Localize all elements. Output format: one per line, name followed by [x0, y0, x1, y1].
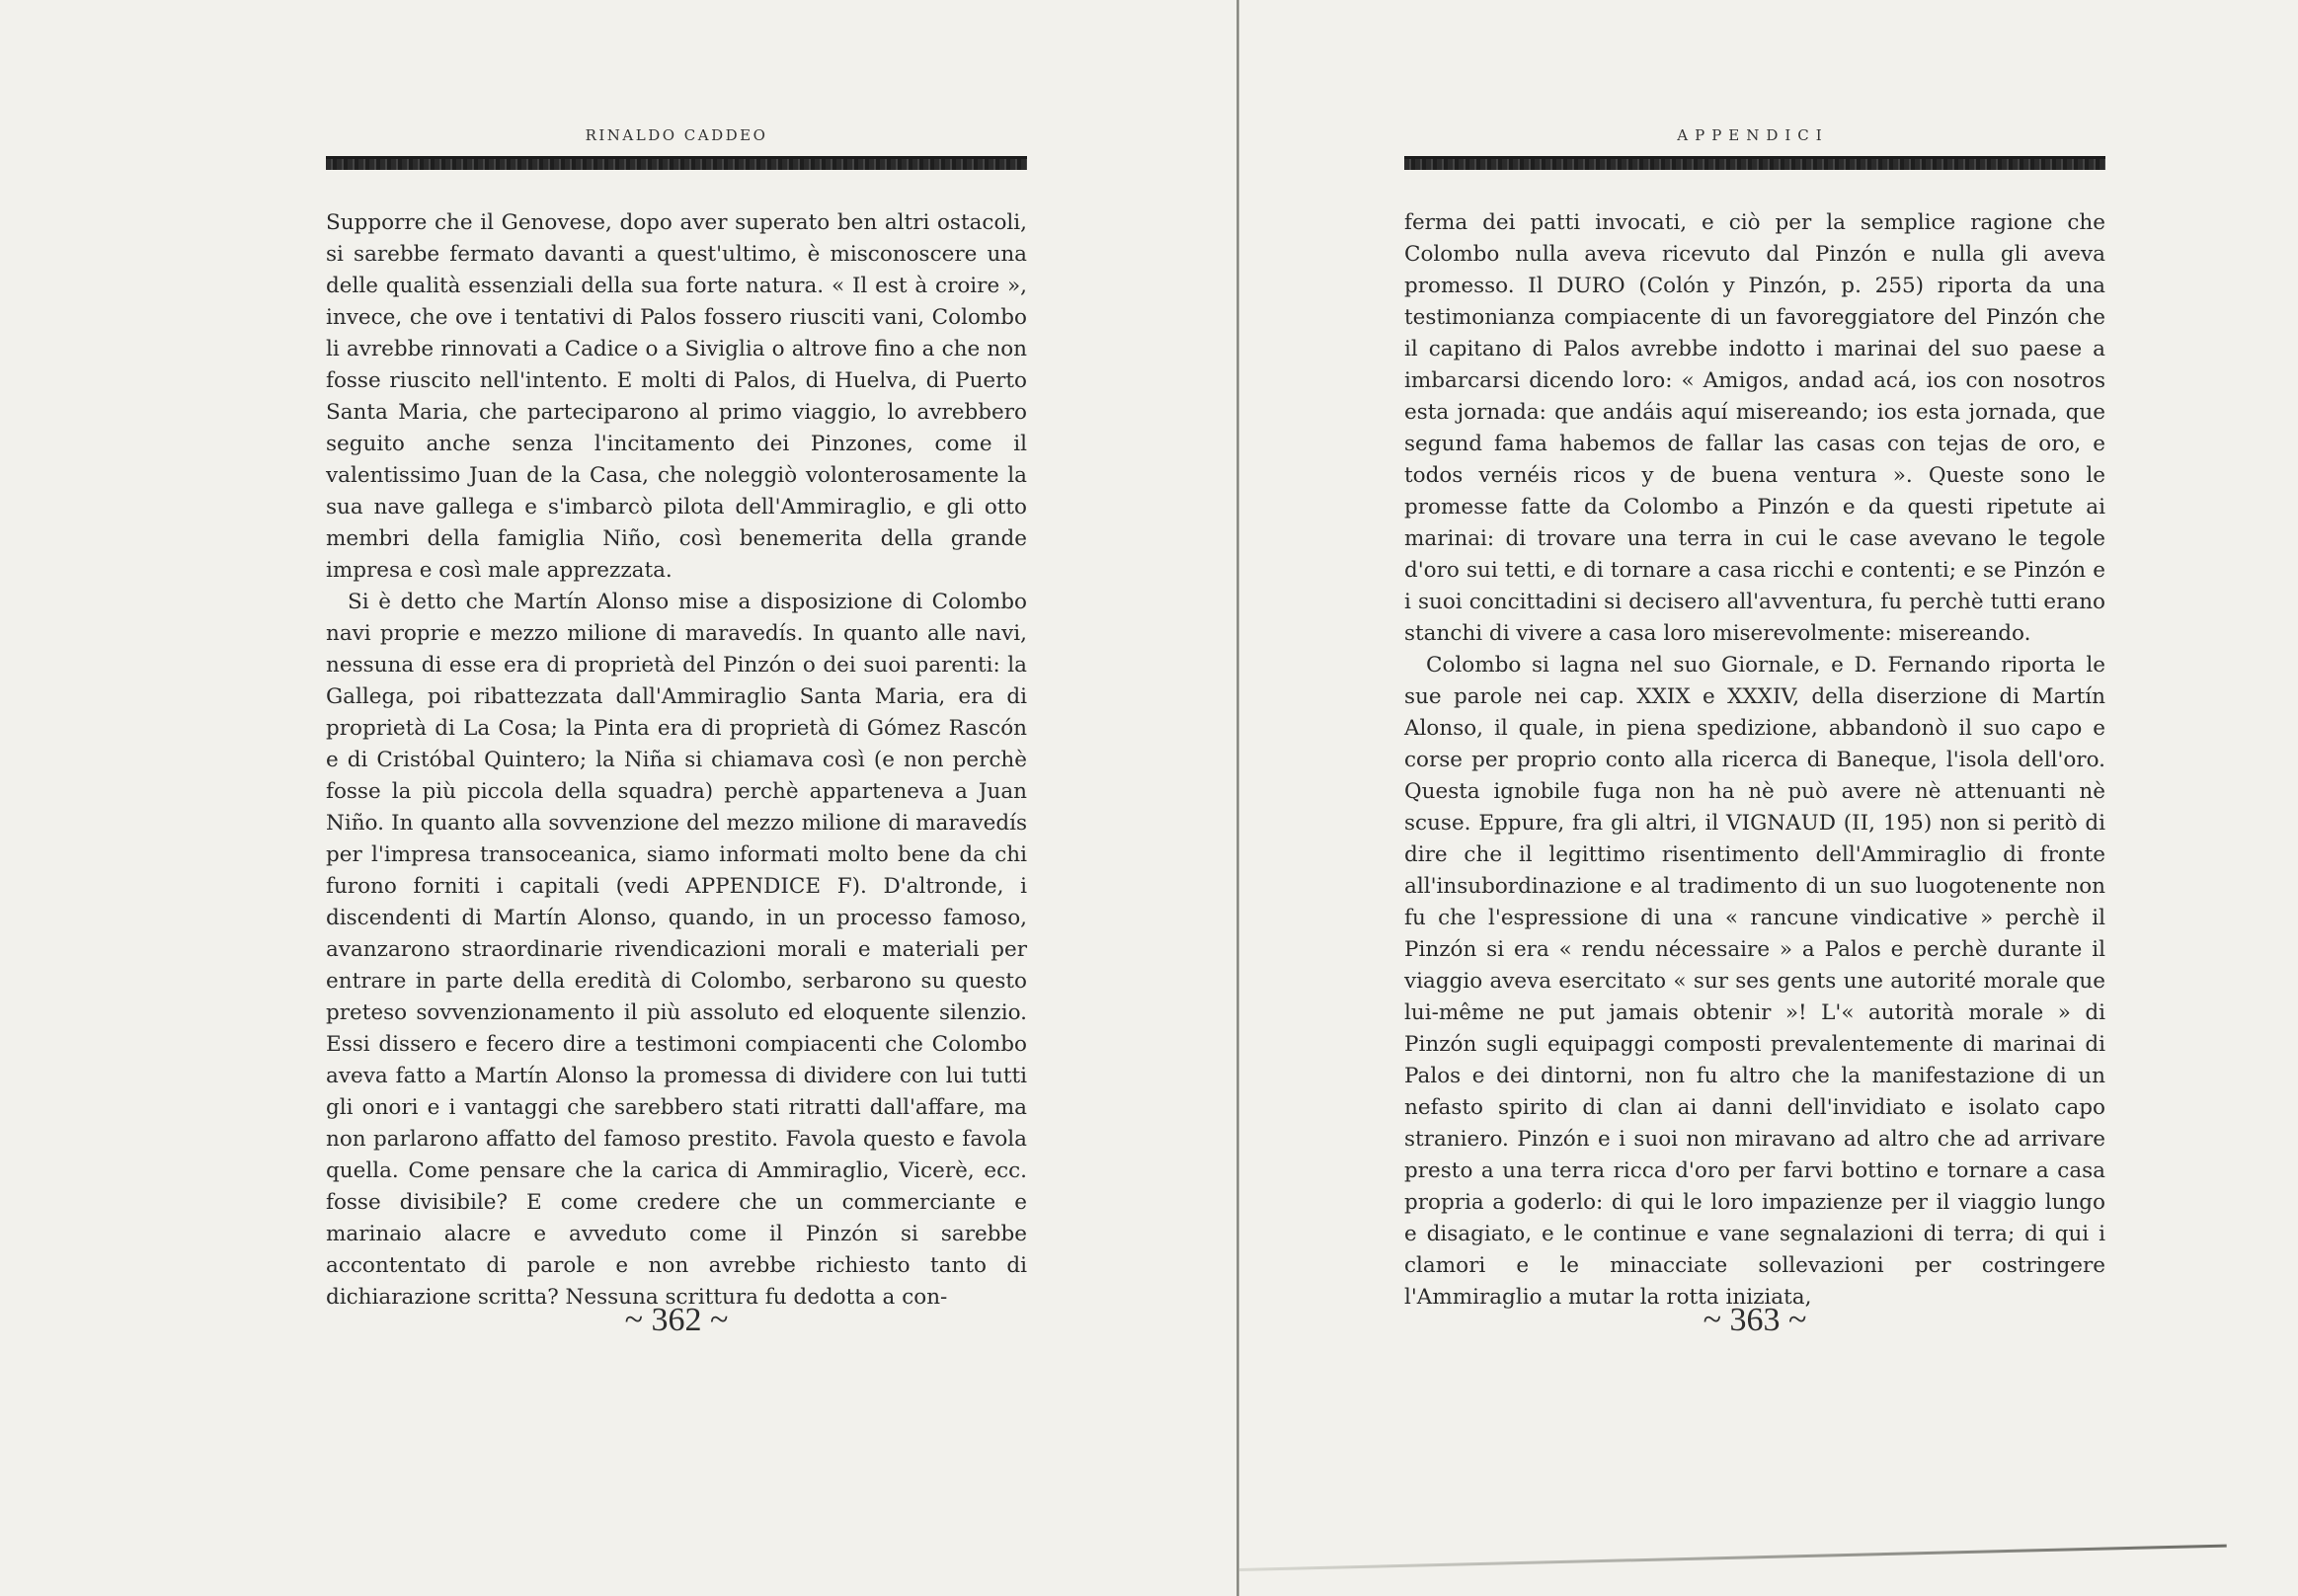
paragraph: Supporre che il Genovese, dopo aver superato ben altri ostacoli, si sarebbe fermato davanti a quest'ultimo, è misconoscere una delle qualità essenziali della sua forte natura. « Il est à croire », invece, che ove i tentativi di Palos fossero riusciti vani, Colombo li avrebbe rinnovati a Cadice o a Siviglia o altrove fino a che non fosse riuscito nell'intento. E molti di Palos, di Huelva, di Puerto Santa Maria, che parteciparono al primo viaggio, lo avrebbero seguito anche senza l'incitamento dei Pinzones, come il valentissimo Juan de la Casa, che noleggiò volonterosamente la sua nave gallega e s'imbarcò pilota dell'Ammiraglio, e gli otto membri della famiglia Niño, così benemerita della grande impresa e così male apprezzata.: [326, 210, 1027, 583]
right-page: [1239, 0, 2298, 1596]
page-number-right: ~ 363 ~: [1703, 1302, 1807, 1338]
paragraph: ferma dei patti invocati, e ciò per la semplice ragione che Colombo nulla aveva ricevuto dal Pinzón e nulla gli aveva promesso. Il DURO (Colón y Pinzón, p. 255) riporta da una testimonianza compiacente di un favoreggiatore del Pinzón che il capitano di Palos avrebbe indotto i marinai del suo paese a imbarcarsi dicendo loro: « Amigos, andad acá, ios con nosotros esta jornada: que andáis aquí misereando; ios esta jornada, que segund fama habemos de fallar las casas con tejas de oro, e todos vernéis ricos y de buena ventura ». Queste sono le promesse fatte da Colombo a Pinzón e da questi ripetute ai marinai: di trovare una terra in cui le case avevano le tegole d'oro sui tetti, e di tornare a casa ricchi e contenti; e se Pinzón e i suoi concittadini si decisero all'avventura, fu perchè tutti erano stanchi di vivere a casa loro miserevolmente: misereando.: [1404, 210, 2105, 646]
paragraph: Colombo si lagna nel suo Giornale, e D. Fernando riporta le sue parole nei cap. XXIX e XXXIV, della diserzione di Martín Alonso, il quale, in piena spedizione, abbandonò il suo capo e corse per proprio conto alla ricerca di Baneque, l'isola dell'oro. Questa ignobile fuga non ha nè può avere nè attenuanti nè scuse. Eppure, fra gli altri, il VIGNAUD (II, 195) non si peritò di dire che il legittimo risentimento dell'Ammiraglio di fronte all'insubordinazione e al tradimento di un suo luogotenente non fu che l'espressione di una « rancune vindicative » perchè il Pinzón si era « rendu nécessaire » a Palos e perchè durante il viaggio aveva esercitato « sur ses gents une autorité morale que lui-même ne put jamais obtenir »! L'« autorità morale » di Pinzón sugli equipaggi composti prevalentemente di marinai di Palos e dei dintorni, non fu altro che la manifestazione di un nefasto spirito di clan ai danni dell'invidiato e isolato capo straniero. Pinzón e i suoi non miravano ad altro che ad arrivare presto a una terra ricca d'oro per farvi bottino e tornare a casa propria a goderlo: di qui le loro impazienze per il viaggio lungo e disagiato, e le continue e vane segnalazioni di terra; di qui i clamori e le minacciate sollevazioni per costringere l'Ammiraglio a mutar la rotta iniziata,: [1404, 653, 2105, 1310]
running-head-author: RINALDO CADDEO: [585, 126, 768, 144]
header-rule: [326, 156, 1027, 170]
body-text-right: [1404, 207, 2105, 1314]
header-rule: [1404, 156, 2105, 170]
running-head-section: APPENDICI: [1677, 126, 1829, 144]
page-number-left: ~ 362 ~: [624, 1302, 729, 1338]
body-text-left: [326, 207, 1027, 1314]
paragraph: Si è detto che Martín Alonso mise a disposizione di Colombo navi proprie e mezzo milione di maravedís. In quanto alle navi, nessuna di esse era di proprietà del Pinzón o dei suoi parenti: la Gallega, poi ribattezzata dall'Ammiraglio Santa Maria, era di proprietà di La Cosa; la Pinta era di proprietà di Gómez Rascón e di Cristóbal Quintero; la Niña si chiamava così (e non perchè fosse la più piccola della squadra) perchè apparteneva a Juan Niño. In quanto alla sovvenzione del mezzo milione di maravedís per l'impresa transoceanica, siamo informati molto bene da chi furono forniti i capitali (vedi APPENDICE F). D'altronde, i discendenti di Martín Alonso, quando, in un processo famoso, avanzarono straordinarie rivendicazioni morali e materiali per entrare in parte della eredità di Colombo, serbarono su questo preteso sovvenzionamento il più assoluto ed eloquente silenzio. Essi dissero e fecero dire a testimoni compiacenti che Colombo aveva fatto a Martín Alonso la promessa di dividere con lui tutti gli onori e i vantaggi che sarebbero stati ritratti dall'affare, ma non parlarono affatto del famoso prestito. Favola questo e favola quella. Come pensare che la carica di Ammiraglio, Vicerè, ecc. fosse divisibile? E come credere che un commerciante e marinaio alacre e avveduto come il Pinzón si sarebbe accontentato di parole e non avrebbe richiesto tanto di dichiarazione scritta? Nessuna scrittura fu dedotta a con-: [326, 590, 1027, 1310]
